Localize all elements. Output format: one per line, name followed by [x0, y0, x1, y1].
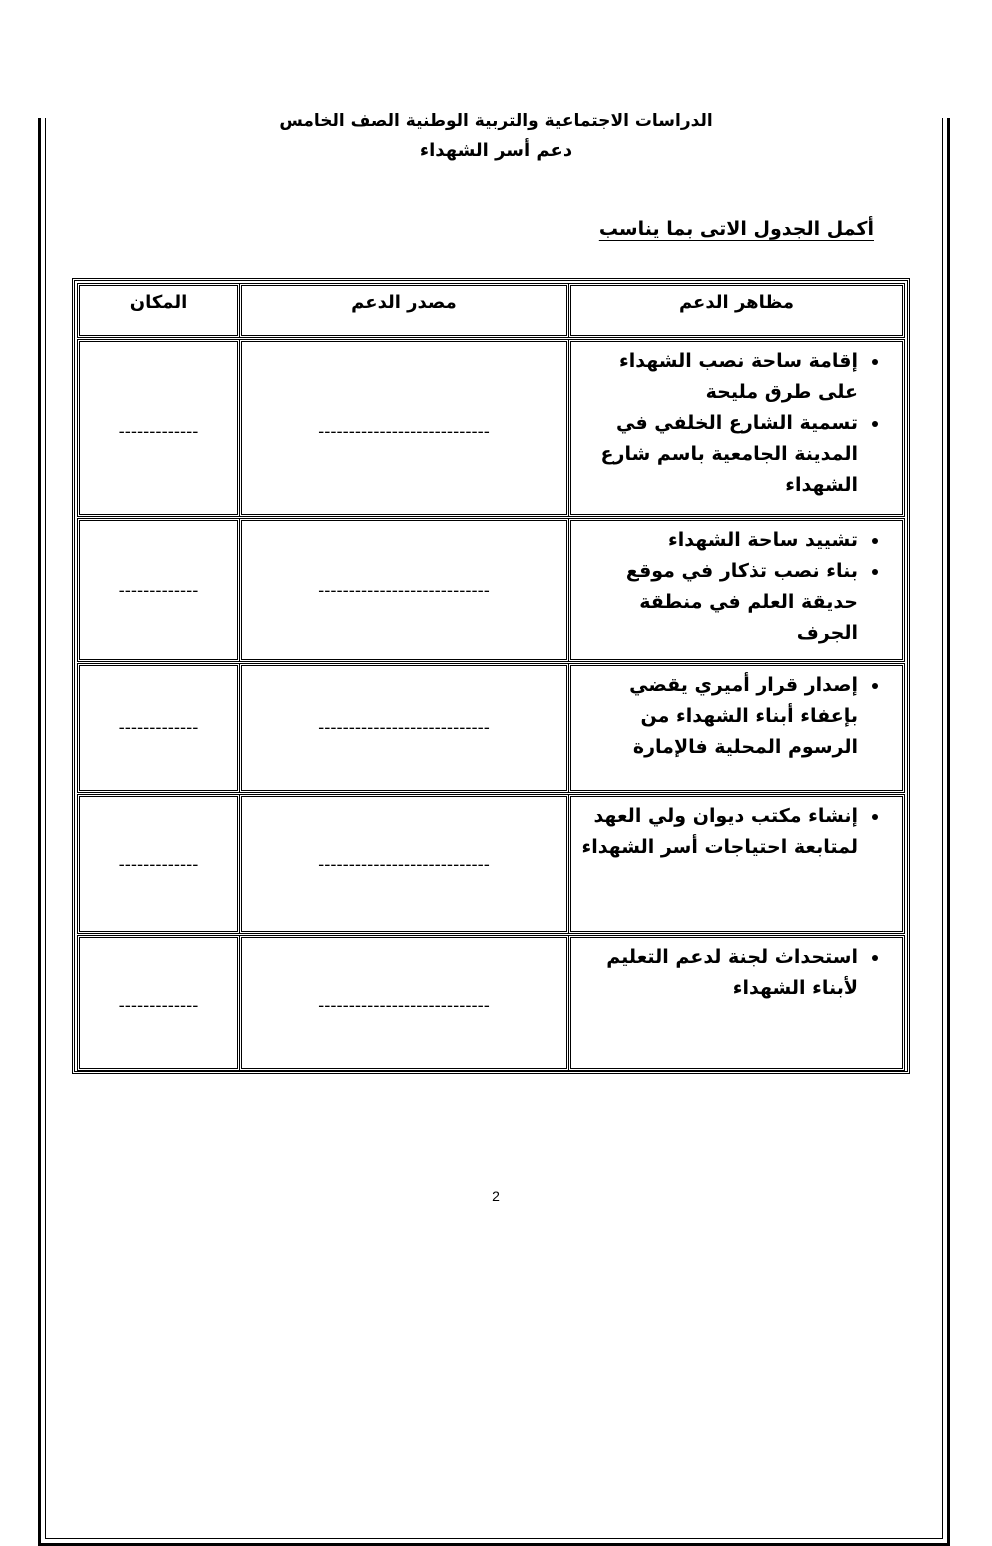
list-item: • تشييد ساحة الشهداء [577, 525, 860, 556]
source-blank: ---------------------------- [318, 581, 490, 601]
column-header-aspects: مظاهر الدعم [568, 283, 905, 338]
instruction-heading: أكمل الجدول الاتى بما يناسب [598, 218, 874, 240]
place-blank: ------------- [118, 996, 199, 1016]
table-row-1-source[interactable] [239, 339, 569, 517]
table-row-2-place[interactable] [77, 518, 240, 662]
list-item: • إصدار قرار أميري يقضي بإعفاء أبناء الشهداء من الرسوم المحلية فالإمارة [577, 670, 860, 763]
column-header-place: المكان [77, 283, 240, 338]
table-row-3-place[interactable] [77, 663, 240, 793]
support-table [72, 278, 910, 1074]
place-blank: ------------- [118, 422, 199, 442]
list-item: • تسمية الشارع الخلفي في المدينة الجامعية باسم شارع الشهداء [577, 408, 860, 501]
lesson-title: دعم أسر الشهداء [419, 140, 573, 161]
list-item: • إقامة ساحة نصب الشهداء على طرق مليحة [577, 346, 860, 408]
table-row-4-aspects [568, 794, 905, 934]
table-row-5-aspects [568, 935, 905, 1071]
source-blank: ---------------------------- [318, 718, 490, 738]
list-item: • استحداث لجنة لدعم التعليم لأبناء الشهداء [577, 942, 860, 1004]
list-item: • إنشاء مكتب ديوان ولي العهد لمتابعة احتياجات أسر الشهداء [577, 801, 860, 863]
place-blank: ------------- [118, 581, 199, 601]
table-row-3-aspects [568, 663, 905, 793]
source-blank: ---------------------------- [318, 855, 490, 875]
source-blank: ---------------------------- [318, 422, 490, 442]
table-row-5-place[interactable] [77, 935, 240, 1071]
table-row-4-place[interactable] [77, 794, 240, 934]
page-number: 2 [492, 1188, 500, 1204]
table-row-5-source[interactable] [239, 935, 569, 1071]
table-row-3-source[interactable] [239, 663, 569, 793]
table-row-1-aspects [568, 339, 905, 517]
table-row-2-source[interactable] [239, 518, 569, 662]
list-item: • بناء نصب تذكار في موقع حديقة العلم في منطقة الجرف [577, 556, 860, 649]
table-row-1-place[interactable] [77, 339, 240, 517]
table-row-2-aspects [568, 518, 905, 662]
column-header-source: مصدر الدعم [239, 283, 569, 338]
table-row-4-source[interactable] [239, 794, 569, 934]
place-blank: ------------- [118, 855, 199, 875]
source-blank: ---------------------------- [318, 996, 490, 1016]
subject-line: الدراسات الاجتماعية والتربية الوطنية الصف الخامس [279, 111, 713, 131]
place-blank: ------------- [118, 718, 199, 738]
